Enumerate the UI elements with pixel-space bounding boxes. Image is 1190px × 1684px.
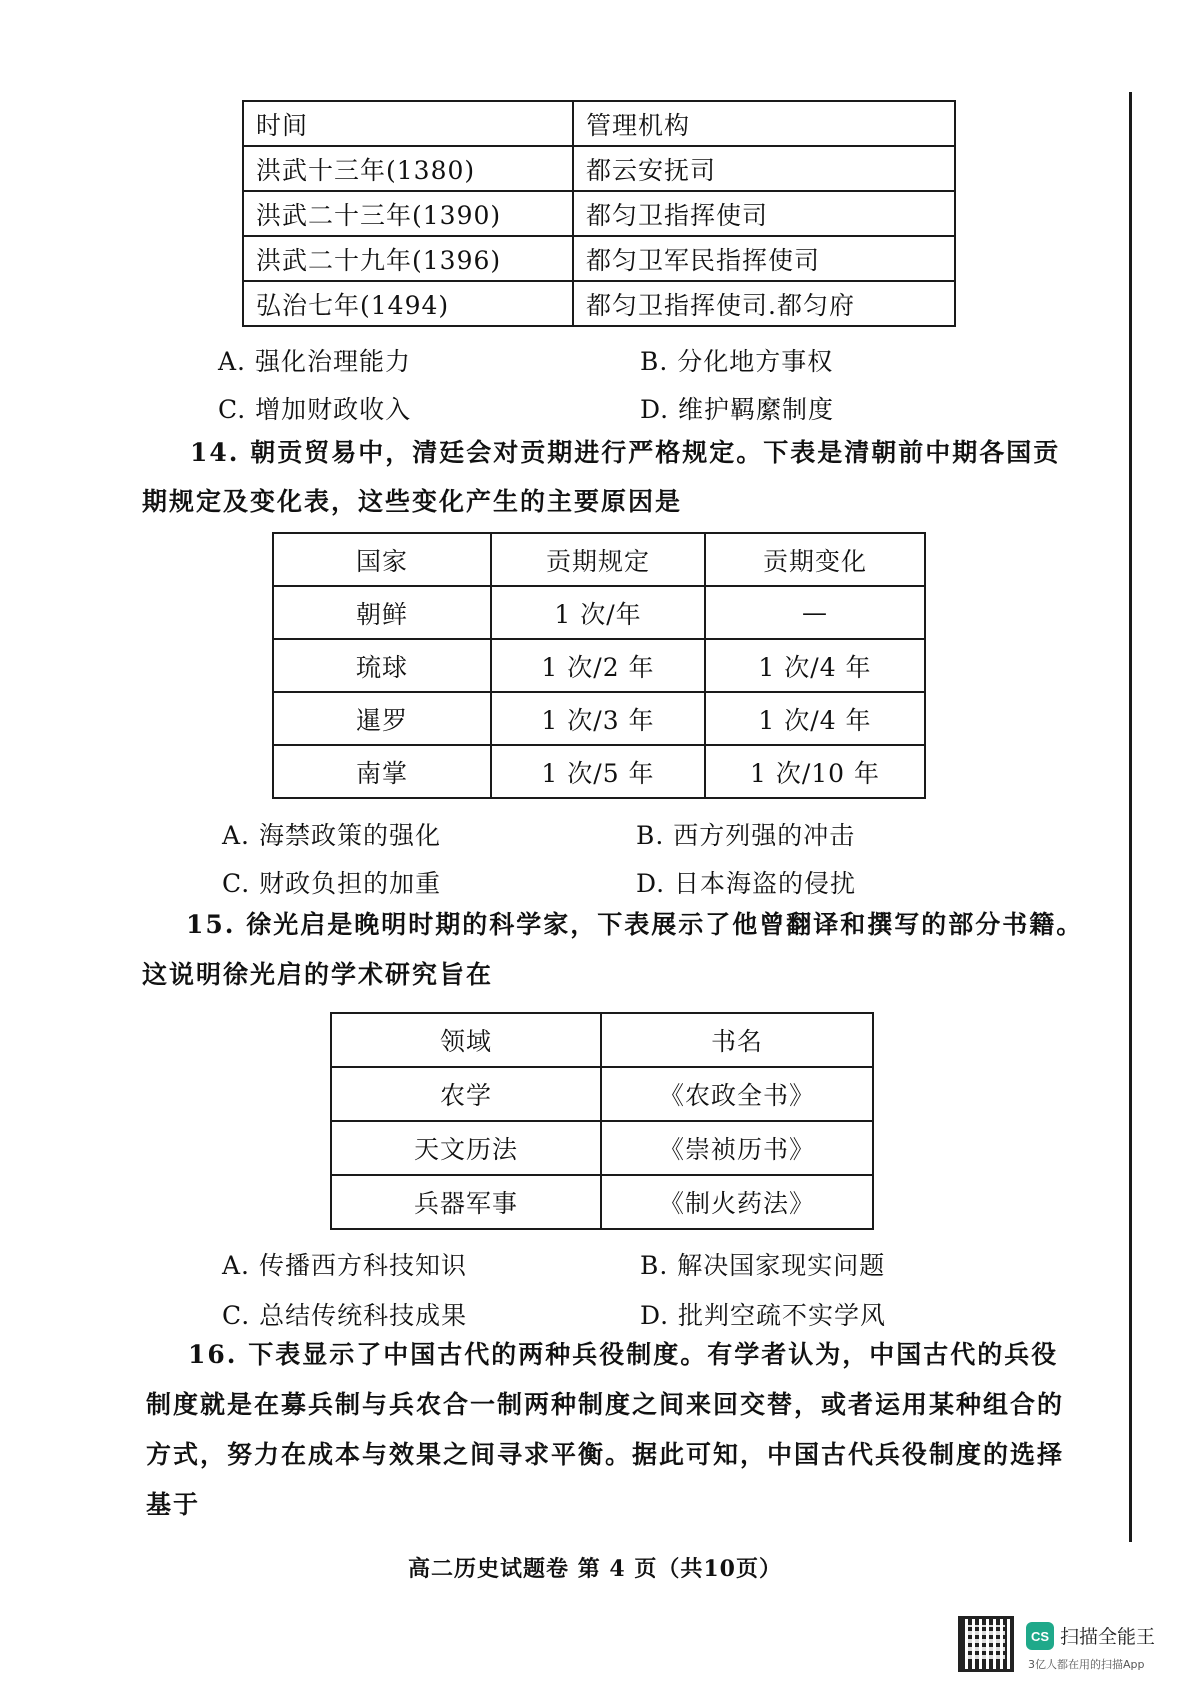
table-cell: 1 次/3 年: [491, 692, 705, 745]
table-header-row: [331, 1013, 873, 1067]
q13-option-c: C. 增加财政收入: [218, 395, 412, 424]
table-row: [331, 1067, 873, 1121]
qr-code-icon: [958, 1616, 1014, 1672]
table-row: [273, 639, 925, 692]
table-row: [331, 1175, 873, 1229]
q13-option-b: B. 分化地方事权: [640, 347, 834, 376]
table-row: [243, 281, 955, 326]
q15-stem-line1: 15. 徐光启是晚明时期的科学家，下表展示了他曾翻译和撰写的部分书籍。: [186, 910, 1084, 939]
scanner-watermark: [958, 1616, 1190, 1676]
table-cell: 兵器军事: [331, 1175, 601, 1229]
q14-stem-line2: 期规定及变化表，这些变化产生的主要原因是: [142, 487, 683, 516]
table-cell: 南掌: [273, 745, 491, 798]
table-row: [331, 1121, 873, 1175]
table-cell: 天文历法: [331, 1121, 601, 1175]
scanner-tagline: 3亿人都在用的扫描App: [1028, 1658, 1145, 1671]
table-cell: 1 次/4 年: [705, 639, 925, 692]
q14-option-a: A. 海禁政策的强化: [222, 821, 441, 850]
binding-margin-line: [1129, 92, 1132, 1542]
table-row: [243, 146, 955, 191]
table-header-cell: 管理机构: [573, 101, 955, 146]
q13-option-a: A. 强化治理能力: [218, 347, 411, 376]
q16-stem-line3: 方式，努力在成本与效果之间寻求平衡。据此可知，中国古代兵役制度的选择: [146, 1440, 1065, 1469]
table-cell: 《农政全书》: [601, 1067, 873, 1121]
table-cell: 琉球: [273, 639, 491, 692]
table-cell: 洪武二十九年(1396): [243, 236, 573, 281]
q14-option-c: C. 财政负担的加重: [222, 869, 442, 898]
table-header-cell: 国家: [273, 533, 491, 586]
q14-option-b: B. 西方列强的冲击: [636, 821, 856, 850]
table-cell: 1 次/年: [491, 586, 705, 639]
table-cell: 都匀卫指挥使司: [573, 191, 955, 236]
table-cell: 《崇祯历书》: [601, 1121, 873, 1175]
table-cell: 洪武十三年(1380): [243, 146, 573, 191]
table-row: [243, 191, 955, 236]
table-cell: 1 次/2 年: [491, 639, 705, 692]
table-cell: 1 次/4 年: [705, 692, 925, 745]
q15-table: [330, 1012, 874, 1230]
table-header-row: [243, 101, 955, 146]
table-row: [243, 236, 955, 281]
q16-stem-line4: 基于: [146, 1490, 201, 1519]
q15-option-d: D. 批判空疏不实学风: [640, 1301, 887, 1330]
page-footer: 高二历史试题卷 第 4 页（共10页）: [408, 1556, 782, 1582]
table-header-cell: 贡期变化: [705, 533, 925, 586]
table-row: [273, 586, 925, 639]
table-cell: 都匀卫指挥使司.都匀府: [573, 281, 955, 326]
q14-table: [272, 532, 926, 799]
table-cell: 弘治七年(1494): [243, 281, 573, 326]
q14-option-d: D. 日本海盗的侵扰: [636, 869, 857, 898]
scanner-app-name: 扫描全能王: [1060, 1626, 1156, 1648]
table-header-cell: 书名: [601, 1013, 873, 1067]
q13-option-d: D. 维护羁縻制度: [640, 395, 835, 424]
q14-stem-line1: 14. 朝贡贸易中，清廷会对贡期进行严格规定。下表是清朝前中期各国贡: [190, 438, 1061, 467]
table-cell: 农学: [331, 1067, 601, 1121]
table-cell: 《制火药法》: [601, 1175, 873, 1229]
table-header-cell: 时间: [243, 101, 573, 146]
q15-option-c: C. 总结传统科技成果: [222, 1301, 468, 1330]
table-cell: 1 次/10 年: [705, 745, 925, 798]
q16-stem-line2: 制度就是在募兵制与兵农合一制两种制度之间来回交替，或者运用某种组合的: [146, 1390, 1065, 1419]
table-header-cell: 领域: [331, 1013, 601, 1067]
table-cell: 暹罗: [273, 692, 491, 745]
table-cell: —: [705, 586, 925, 639]
table-cell: 洪武二十三年(1390): [243, 191, 573, 236]
table-cell: 都匀卫军民指挥使司: [573, 236, 955, 281]
camscanner-logo-icon: CS: [1026, 1622, 1054, 1650]
q15-option-a: A. 传播西方科技知识: [222, 1251, 467, 1280]
table-cell: 都云安抚司: [573, 146, 955, 191]
table-row: [273, 745, 925, 798]
q16-stem-line1: 16. 下表显示了中国古代的两种兵役制度。有学者认为，中国古代的兵役: [188, 1340, 1059, 1369]
q13-table: [242, 100, 956, 327]
table-row: [273, 692, 925, 745]
table-cell: 1 次/5 年: [491, 745, 705, 798]
table-header-cell: 贡期规定: [491, 533, 705, 586]
q15-option-b: B. 解决国家现实问题: [640, 1251, 886, 1280]
table-header-row: [273, 533, 925, 586]
q15-stem-line2: 这说明徐光启的学术研究旨在: [142, 960, 494, 989]
table-cell: 朝鲜: [273, 586, 491, 639]
